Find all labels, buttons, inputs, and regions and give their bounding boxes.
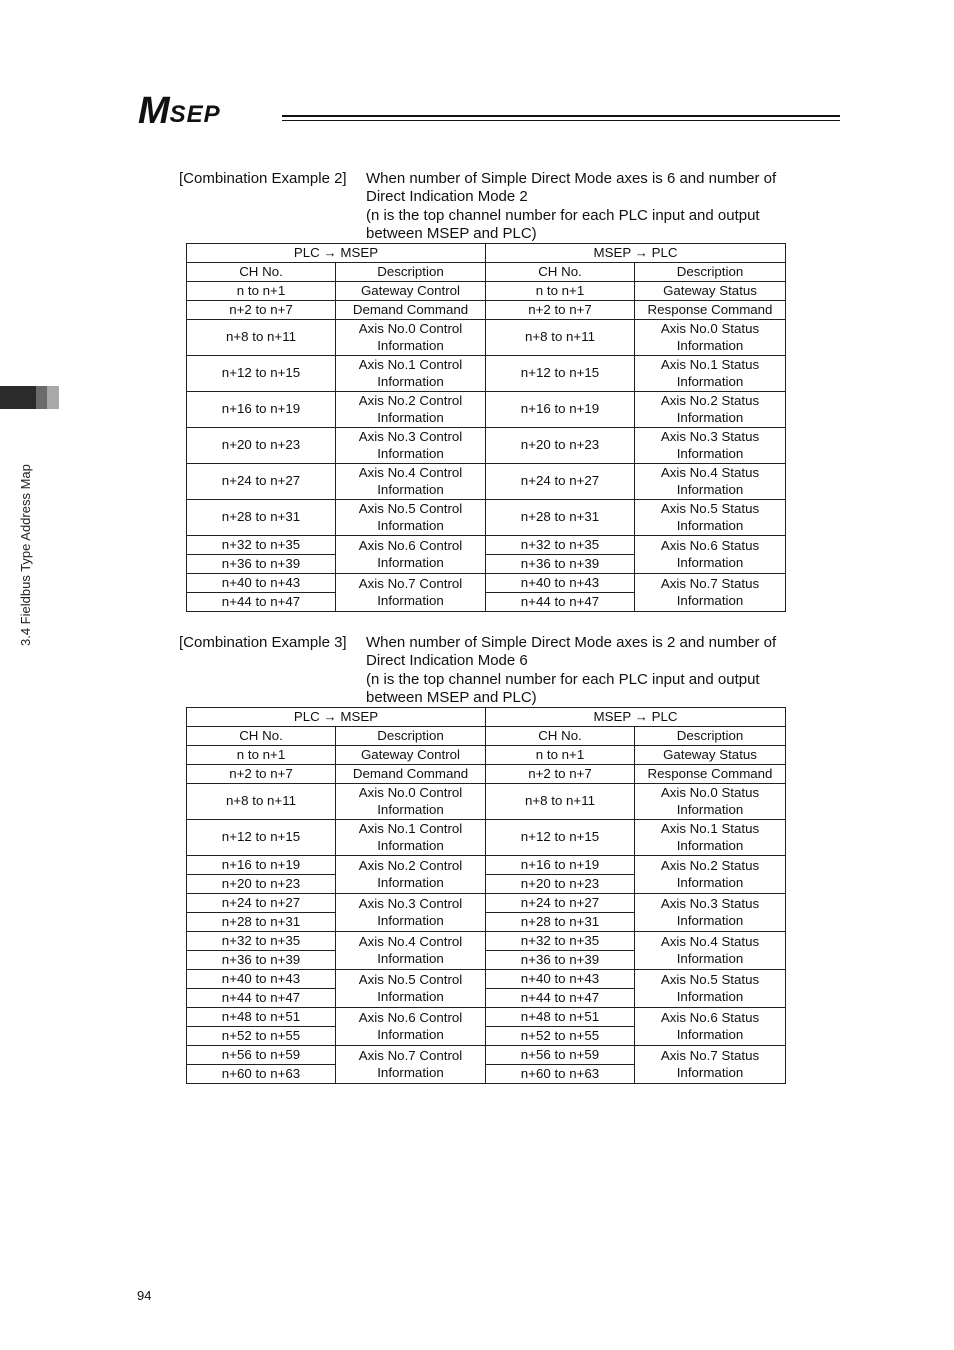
input-description: Response Command — [635, 765, 786, 784]
ch-number: n+12 to n+15 — [187, 356, 336, 392]
table-row — [187, 464, 786, 500]
ch-number: n+2 to n+7 — [486, 301, 635, 320]
ch-number: n+32 to n+35 — [187, 536, 336, 555]
table-row — [187, 356, 786, 392]
output-description: Axis No.6 Control Information — [336, 1008, 486, 1046]
ch-number: n+44 to n+47 — [486, 989, 635, 1008]
ch-number: n+44 to n+47 — [486, 593, 635, 612]
input-description: Response Command — [635, 301, 786, 320]
ch-number: n+52 to n+55 — [187, 1027, 336, 1046]
table-row — [187, 500, 786, 536]
table-row — [187, 1008, 786, 1027]
input-description: Axis No.5 Status Information — [635, 500, 786, 536]
ch-number: n+32 to n+35 — [486, 536, 635, 555]
column-header-description: Description — [336, 263, 486, 282]
column-header-description: Description — [336, 727, 486, 746]
input-description: Axis No.0 Status Information — [635, 784, 786, 820]
ch-number: n+24 to n+27 — [486, 464, 635, 500]
example3-label: [Combination Example 3] — [179, 634, 347, 651]
output-description: Axis No.2 Control Information — [336, 392, 486, 428]
input-description: Axis No.2 Status Information — [635, 392, 786, 428]
table-row — [187, 282, 786, 301]
column-header-ch: CH No. — [187, 727, 336, 746]
table-row — [187, 894, 786, 913]
output-description: Axis No.0 Control Information — [336, 320, 486, 356]
column-header-ch: CH No. — [486, 727, 635, 746]
section-side-label: 3.4 Fieldbus Type Address Map — [18, 464, 33, 646]
column-header-description: Description — [635, 263, 786, 282]
ch-number: n+48 to n+51 — [187, 1008, 336, 1027]
ch-number: n+20 to n+23 — [187, 875, 336, 894]
ch-number: n+40 to n+43 — [187, 970, 336, 989]
ch-number: n+36 to n+39 — [486, 555, 635, 574]
ch-number: n+36 to n+39 — [187, 951, 336, 970]
ch-number: n+52 to n+55 — [486, 1027, 635, 1046]
example3-caption — [179, 634, 819, 707]
ch-number: n+12 to n+15 — [187, 820, 336, 856]
ch-number: n+28 to n+31 — [486, 500, 635, 536]
ch-number: n+24 to n+27 — [187, 894, 336, 913]
input-description: Axis No.1 Status Information — [635, 820, 786, 856]
ch-number: n+16 to n+19 — [187, 856, 336, 875]
example3-table — [186, 707, 786, 1084]
column-header-row — [187, 727, 786, 746]
example2-line2: Direct Indication Mode 2 — [366, 188, 528, 206]
example2-line3: (n is the top channel number for each PLC input and output — [366, 206, 760, 224]
ch-number: n+20 to n+23 — [486, 875, 635, 894]
ch-number: n+16 to n+19 — [486, 392, 635, 428]
ch-number: n+2 to n+7 — [187, 301, 336, 320]
table-row — [187, 536, 786, 555]
ch-number: n+40 to n+43 — [486, 574, 635, 593]
logo-sep: SEP — [169, 101, 221, 128]
ch-number: n+20 to n+23 — [187, 428, 336, 464]
ch-number: n to n+1 — [187, 282, 336, 301]
ch-number: n+8 to n+11 — [187, 784, 336, 820]
column-header-description: Description — [635, 727, 786, 746]
table-row — [187, 428, 786, 464]
table-row — [187, 932, 786, 951]
input-description: Axis No.3 Status Information — [635, 428, 786, 464]
ch-number: n+40 to n+43 — [187, 574, 336, 593]
column-header-row — [187, 263, 786, 282]
page-number: 94 — [137, 1288, 152, 1303]
input-description: Axis No.4 Status Information — [635, 464, 786, 500]
table-row — [187, 970, 786, 989]
example2-line4: between MSEP and PLC) — [366, 224, 537, 242]
ch-number: n+12 to n+15 — [486, 820, 635, 856]
output-description: Gateway Control — [336, 282, 486, 301]
ch-number: n+60 to n+63 — [486, 1065, 635, 1084]
ch-number: n+8 to n+11 — [486, 320, 635, 356]
ch-number: n+28 to n+31 — [187, 913, 336, 932]
ch-number: n+36 to n+39 — [187, 555, 336, 574]
example3-line3: (n is the top channel number for each PLC input and output — [366, 670, 760, 688]
input-description: Axis No.3 Status Information — [635, 894, 786, 932]
ch-number: n+20 to n+23 — [486, 428, 635, 464]
output-description: Axis No.0 Control Information — [336, 784, 486, 820]
example2-table — [186, 243, 786, 612]
input-description: Axis No.7 Status Information — [635, 574, 786, 612]
input-description: Axis No.0 Status Information — [635, 320, 786, 356]
example3-line1: When number of Simple Direct Mode axes is 2 and number of — [366, 634, 777, 651]
table-row — [187, 320, 786, 356]
ch-number: n+40 to n+43 — [486, 970, 635, 989]
header-msep-to-plc: MSEP → PLC — [486, 244, 786, 263]
ch-number: n+60 to n+63 — [187, 1065, 336, 1084]
table-row — [187, 820, 786, 856]
output-description: Axis No.1 Control Information — [336, 820, 486, 856]
input-description: Axis No.1 Status Information — [635, 356, 786, 392]
ch-number: n+32 to n+35 — [486, 932, 635, 951]
table-header-row — [187, 244, 786, 263]
ch-number: n+44 to n+47 — [187, 593, 336, 612]
ch-number: n+36 to n+39 — [486, 951, 635, 970]
output-description: Axis No.6 Control Information — [336, 536, 486, 574]
ch-number: n+56 to n+59 — [486, 1046, 635, 1065]
output-description: Axis No.2 Control Information — [336, 856, 486, 894]
table-row — [187, 765, 786, 784]
ch-number: n+32 to n+35 — [187, 932, 336, 951]
table-row — [187, 856, 786, 875]
output-description: Axis No.4 Control Information — [336, 464, 486, 500]
output-description: Axis No.7 Control Information — [336, 574, 486, 612]
output-description: Gateway Control — [336, 746, 486, 765]
input-description: Axis No.6 Status Information — [635, 536, 786, 574]
example2-label: [Combination Example 2] — [179, 170, 347, 187]
table-row — [187, 301, 786, 320]
example3-line4: between MSEP and PLC) — [366, 688, 537, 706]
output-description: Axis No.4 Control Information — [336, 932, 486, 970]
table-row — [187, 746, 786, 765]
chapter-tab-marker — [0, 386, 59, 409]
output-description: Axis No.3 Control Information — [336, 428, 486, 464]
logo-m: M — [138, 90, 169, 132]
ch-number: n+16 to n+19 — [187, 392, 336, 428]
output-description: Axis No.3 Control Information — [336, 894, 486, 932]
input-description: Axis No.2 Status Information — [635, 856, 786, 894]
output-description: Axis No.5 Control Information — [336, 970, 486, 1008]
ch-number: n+24 to n+27 — [486, 894, 635, 913]
msep-logo — [138, 90, 221, 132]
input-description: Axis No.6 Status Information — [635, 1008, 786, 1046]
example3-line2: Direct Indication Mode 6 — [366, 652, 528, 670]
ch-number: n to n+1 — [187, 746, 336, 765]
table-row — [187, 392, 786, 428]
header-msep-to-plc: MSEP → PLC — [486, 708, 786, 727]
input-description: Axis No.5 Status Information — [635, 970, 786, 1008]
table-row — [187, 784, 786, 820]
example2-caption — [179, 170, 819, 243]
table-header-row — [187, 708, 786, 727]
header-plc-to-msep: PLC → MSEP — [187, 244, 486, 263]
ch-number: n+44 to n+47 — [187, 989, 336, 1008]
header-rule-thin — [282, 120, 840, 121]
input-description: Axis No.7 Status Information — [635, 1046, 786, 1084]
column-header-ch: CH No. — [187, 263, 336, 282]
ch-number: n+16 to n+19 — [486, 856, 635, 875]
header-rule — [282, 115, 840, 117]
ch-number: n+28 to n+31 — [187, 500, 336, 536]
ch-number: n+8 to n+11 — [187, 320, 336, 356]
output-description: Axis No.5 Control Information — [336, 500, 486, 536]
input-description: Gateway Status — [635, 282, 786, 301]
table-row — [187, 574, 786, 593]
input-description: Axis No.4 Status Information — [635, 932, 786, 970]
output-description: Axis No.7 Control Information — [336, 1046, 486, 1084]
input-description: Gateway Status — [635, 746, 786, 765]
header-plc-to-msep: PLC → MSEP — [187, 708, 486, 727]
table-row — [187, 1046, 786, 1065]
ch-number: n+24 to n+27 — [187, 464, 336, 500]
ch-number: n to n+1 — [486, 746, 635, 765]
ch-number: n+2 to n+7 — [187, 765, 336, 784]
output-description: Axis No.1 Control Information — [336, 356, 486, 392]
ch-number: n to n+1 — [486, 282, 635, 301]
column-header-ch: CH No. — [486, 263, 635, 282]
ch-number: n+28 to n+31 — [486, 913, 635, 932]
output-description: Demand Command — [336, 765, 486, 784]
ch-number: n+56 to n+59 — [187, 1046, 336, 1065]
ch-number: n+2 to n+7 — [486, 765, 635, 784]
output-description: Demand Command — [336, 301, 486, 320]
ch-number: n+8 to n+11 — [486, 784, 635, 820]
example2-line1: When number of Simple Direct Mode axes is 6 and number of — [366, 170, 777, 187]
ch-number: n+48 to n+51 — [486, 1008, 635, 1027]
ch-number: n+12 to n+15 — [486, 356, 635, 392]
